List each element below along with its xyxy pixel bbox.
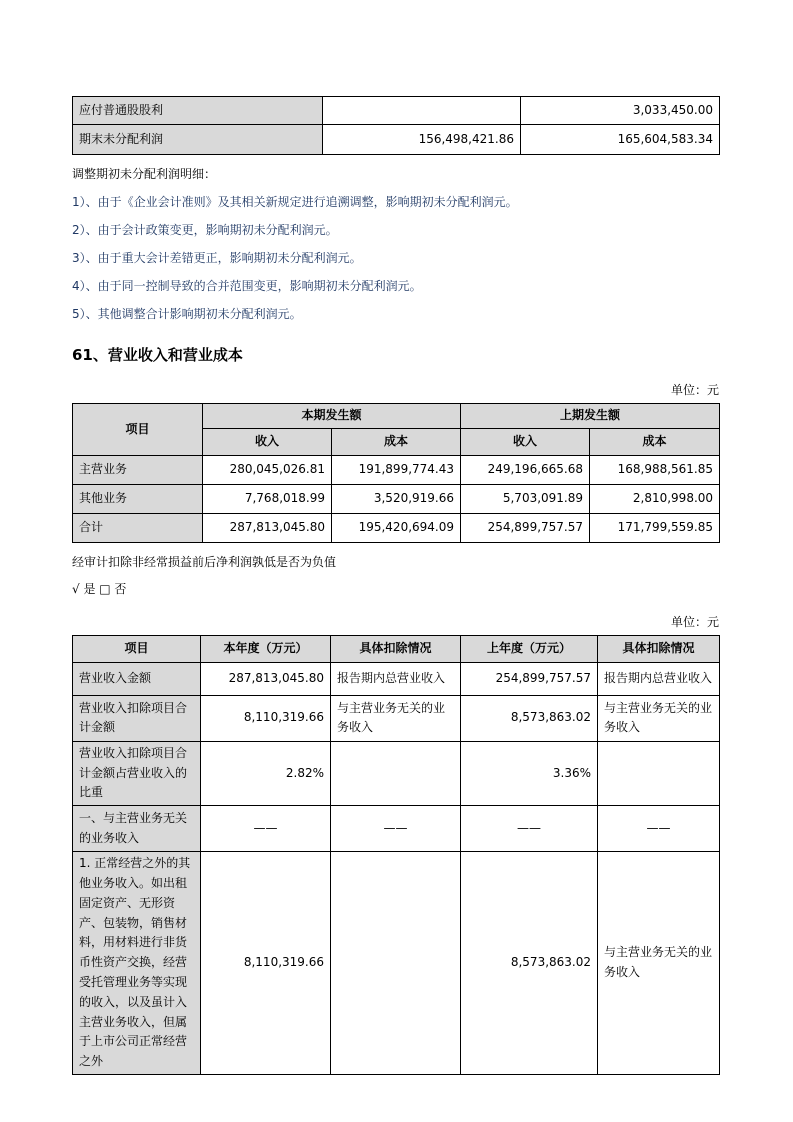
prior-period-value: 3,033,450.00 [521, 97, 720, 125]
prior-deduction-note: 与主营业务无关的业务收入 [598, 852, 720, 1075]
prior-period-value: 165,604,583.34 [521, 125, 720, 155]
prior-year-value: 254,899,757.57 [461, 662, 598, 695]
current-year-value: —— [201, 806, 331, 852]
header-deduction-detail: 具体扣除情况 [598, 635, 720, 662]
current-income: 7,768,018.99 [203, 484, 332, 513]
row-label: 期末未分配利润 [73, 125, 323, 155]
subheader-cost: 成本 [590, 428, 720, 455]
table-row [73, 852, 720, 1075]
prior-deduction-note: 报告期内总营业收入 [598, 662, 720, 695]
current-year-value: 8,110,319.66 [201, 852, 331, 1075]
current-income: 280,045,026.81 [203, 455, 332, 484]
current-period-value: 156,498,421.86 [323, 125, 521, 155]
current-deduction-note: 与主营业务无关的业务收入 [331, 695, 461, 741]
prior-year-value: 3.36% [461, 741, 598, 805]
current-deduction-note [331, 741, 461, 805]
current-cost: 191,899,774.43 [332, 455, 461, 484]
section-heading-61: 61、营业收入和营业成本 [72, 346, 243, 364]
prior-cost: 171,799,559.85 [590, 513, 720, 542]
table-header-row [73, 404, 720, 429]
current-income: 287,813,045.80 [203, 513, 332, 542]
subheader-income: 收入 [461, 428, 590, 455]
prior-cost: 2,810,998.00 [590, 484, 720, 513]
table-header-row [73, 635, 720, 662]
current-deduction-note: 报告期内总营业收入 [331, 662, 461, 695]
current-cost: 195,420,694.09 [332, 513, 461, 542]
header-prior-period: 上期发生额 [461, 404, 720, 429]
adjustment-item-4: 4）、由于同一控制导致的合并范围变更，影响期初未分配利润元。 [72, 279, 422, 293]
header-current-year: 本年度（万元） [201, 635, 331, 662]
item-label: 1. 正常经营之外的其他业务收入。如出租固定资产、无形资产、包装物，销售材料，用材料进行非货币性资产交换，经营受托管理业务等实现的收入，以及虽计入主营业务收入，但属于上市公司正常经营之外 [73, 852, 201, 1075]
current-year-value: 287,813,045.80 [201, 662, 331, 695]
header-item: 项目 [73, 635, 201, 662]
prior-year-value: 8,573,863.02 [461, 695, 598, 741]
table-row [73, 484, 720, 513]
header-deduction-detail: 具体扣除情况 [331, 635, 461, 662]
retained-earnings-table [72, 96, 720, 155]
adjustment-item-2: 2）、由于会计政策变更，影响期初未分配利润元。 [72, 223, 338, 237]
unit-label: 单位：元 [670, 614, 719, 629]
prior-deduction-note [598, 741, 720, 805]
prior-income: 254,899,757.57 [461, 513, 590, 542]
audit-answer: √ 是 □ 否 [72, 581, 127, 596]
prior-deduction-note: —— [598, 806, 720, 852]
row-label: 其他业务 [73, 484, 203, 513]
prior-income: 249,196,665.68 [461, 455, 590, 484]
table-row-total [73, 513, 720, 542]
header-prior-year: 上年度（万元） [461, 635, 598, 662]
table-row [73, 695, 720, 741]
current-year-value: 8,110,319.66 [201, 695, 331, 741]
unit-label: 单位：元 [670, 383, 719, 397]
subheader-income: 收入 [203, 428, 332, 455]
header-item: 项目 [73, 404, 203, 456]
adjustment-item-3: 3）、由于重大会计差错更正，影响期初未分配利润元。 [72, 251, 362, 265]
row-label: 主营业务 [73, 455, 203, 484]
audit-question: 经审计扣除非经常损益前后净利润孰低是否为负值 [72, 554, 337, 569]
table-row [73, 455, 720, 484]
header-current-period: 本期发生额 [203, 404, 461, 429]
current-cost: 3,520,919.66 [332, 484, 461, 513]
current-deduction-note: —— [331, 806, 461, 852]
prior-year-value: —— [461, 806, 598, 852]
adjustments-title: 调整期初未分配利润明细： [72, 167, 217, 181]
current-year-value: 2.82% [201, 741, 331, 805]
row-label: 应付普通股股利 [73, 97, 323, 125]
prior-cost: 168,988,561.85 [590, 455, 720, 484]
adjustment-item-5: 5）、其他调整合计影响期初未分配利润元。 [72, 307, 302, 321]
table-row [73, 125, 720, 155]
subheader-cost: 成本 [332, 428, 461, 455]
item-label: 营业收入金额 [73, 662, 201, 695]
prior-deduction-note: 与主营业务无关的业务收入 [598, 695, 720, 741]
table-row [73, 97, 720, 125]
prior-year-value: 8,573,863.02 [461, 852, 598, 1075]
prior-income: 5,703,091.89 [461, 484, 590, 513]
item-label: 营业收入扣除项目合计金额占营业收入的比重 [73, 741, 201, 805]
current-period-value [323, 97, 521, 125]
table-row [73, 741, 720, 805]
row-label: 合计 [73, 513, 203, 542]
table-row [73, 806, 720, 852]
current-deduction-note [331, 852, 461, 1075]
item-label: 营业收入扣除项目合计金额 [73, 695, 201, 741]
adjustment-item-1: 1）、由于《企业会计准则》及其相关新规定进行追溯调整，影响期初未分配利润元。 [72, 195, 518, 209]
item-label: 一、与主营业务无关的业务收入 [73, 806, 201, 852]
revenue-deduction-table [72, 635, 720, 1075]
revenue-cost-table [72, 403, 720, 543]
table-row [73, 662, 720, 695]
